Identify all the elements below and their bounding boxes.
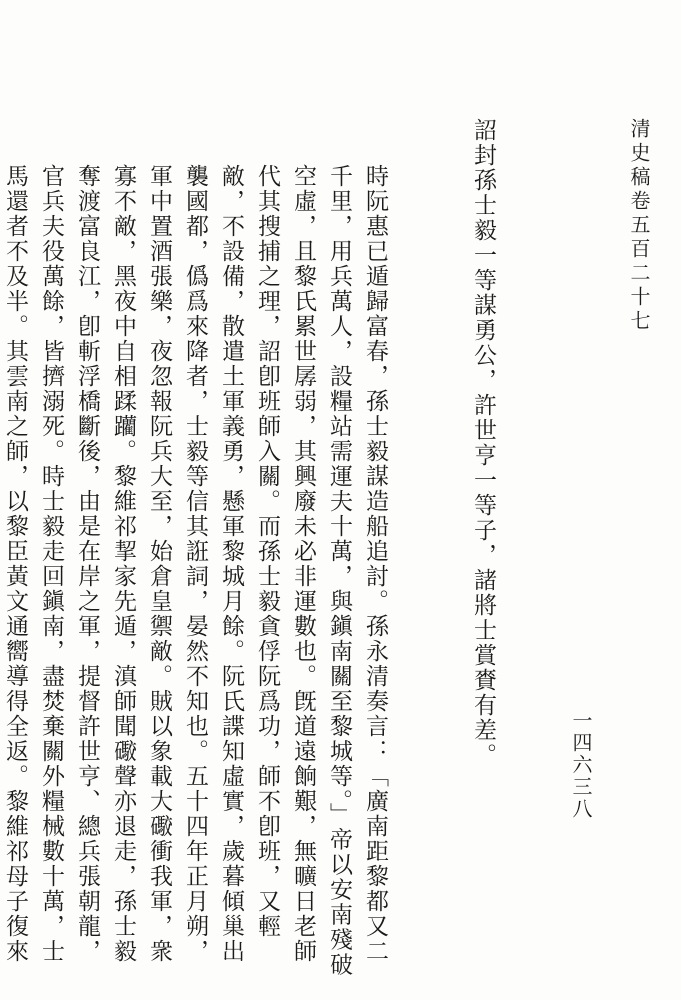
paragraph-2: 時阮惠已遁歸富春，孫士毅謀造船追討。孫永清奏言：「廣南距黎都又二千里，用兵萬人，設糧站需運夫十萬，與鎭南關至黎城等。」帝以安南殘破空虛，且黎氏累世孱弱，其興廢未必非運數也。旣道遠餉艱，無曠日老師代其搜捕之理，詔卽班師入關。而孫士毅貪俘阮爲功，師不卽班，又輕敵，不設備，散遣土軍義勇，懸軍黎城月餘。阮氏諜知虛實，歲暮傾巢出襲國都，僞爲來降者，士毅等信其誑詞，晏然不知也。五十四年正月朔，軍中置酒張樂，夜忽報阮兵大至，始倉皇禦敵。賊以象載大礮衝我軍，衆寡不敵，黑夜中自相蹂躪。黎維祁挈家先遁，滇師聞礮聲亦退走，孫士毅奪渡富良江，卽斬浮橋斷後，由是在岸之軍，提督許世亨、總兵張朝龍，官兵夫役萬餘，皆擠溺死。時士毅走回鎭南，盡焚棄關外糧械數十萬，士馬還者不及半。其雲南之師，以黎臣黃文通嚮導得全返。黎維祁母子復來 — [2, 164, 388, 978]
page-number: 一四六三八 — [569, 710, 593, 820]
body-text-block — [2, 118, 573, 988]
running-header-title: 清史稿卷五百二十七 — [627, 118, 651, 334]
paragraph-1: 詔封孫士毅一等謀勇公，許世亨一等子，諸將士賞賚有差。 — [470, 118, 496, 768]
